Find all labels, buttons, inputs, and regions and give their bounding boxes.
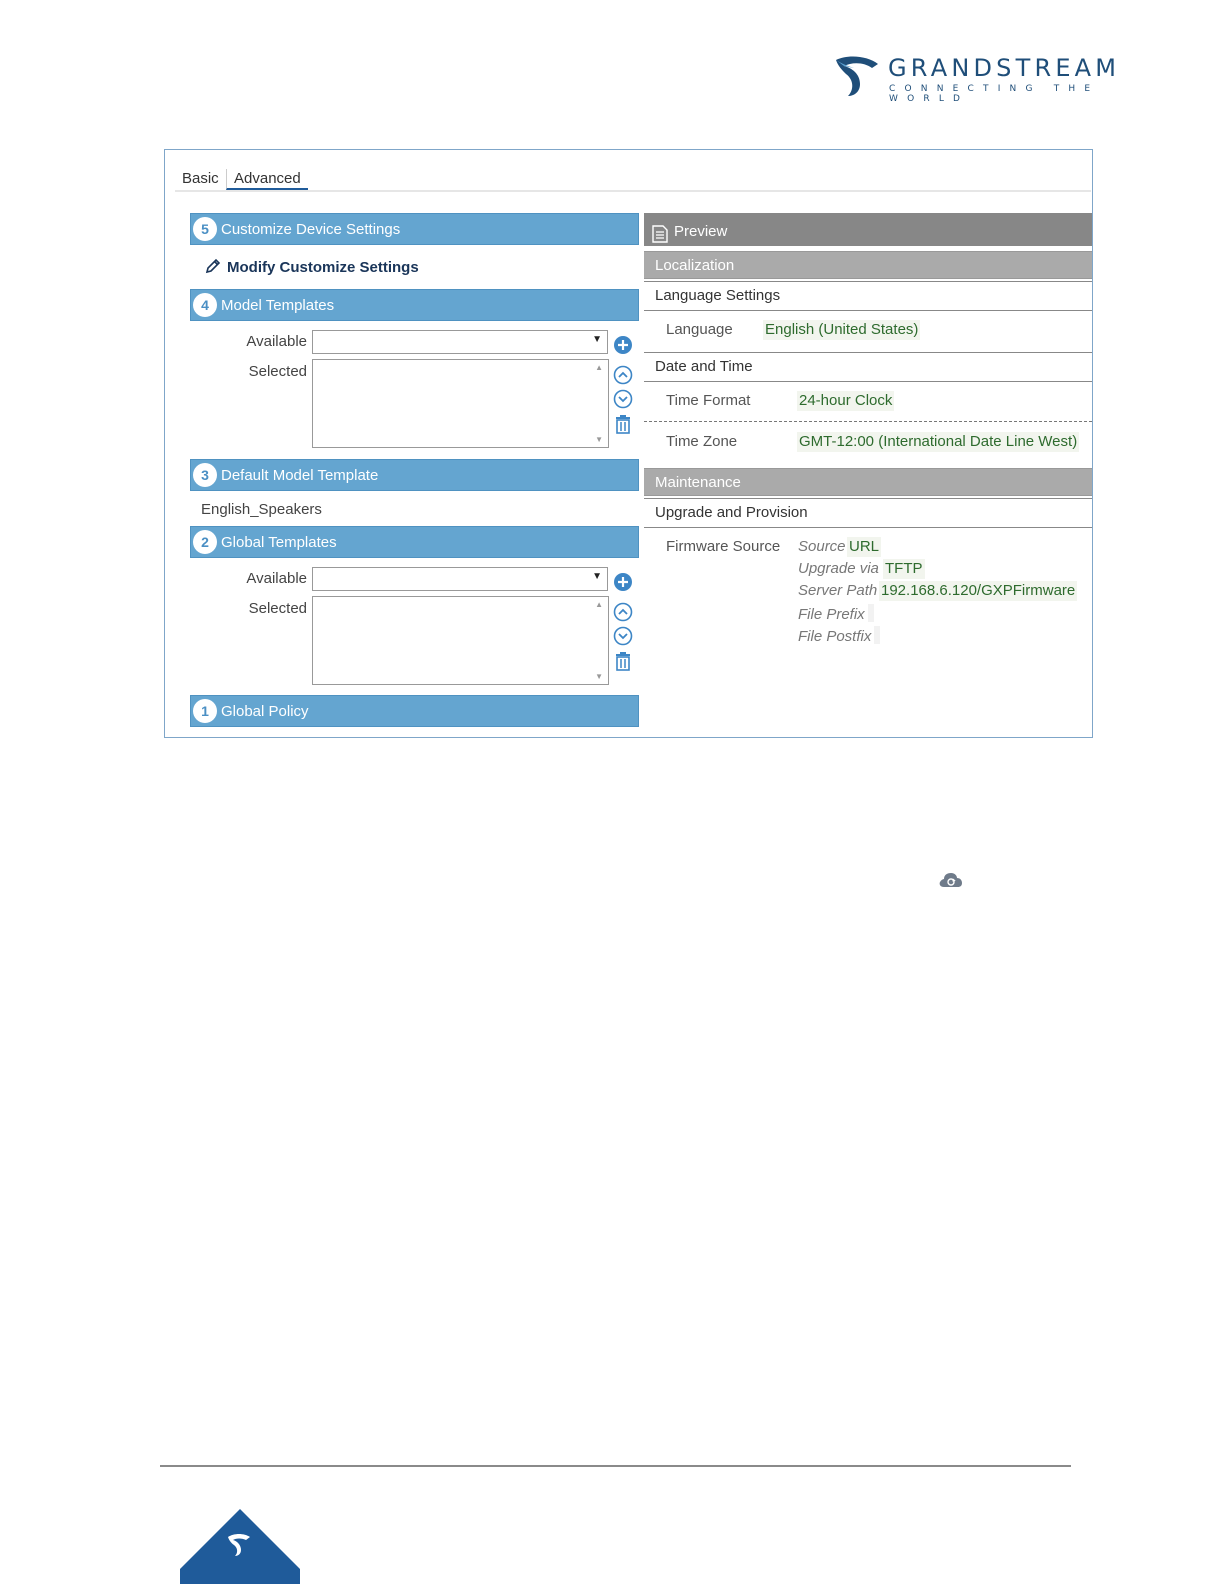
move-up-icon[interactable] [613,365,633,385]
tab-basic[interactable]: Basic [182,170,219,187]
pencil-icon [205,258,221,278]
section-title: Default Model Template [221,467,379,484]
section-number: 4 [193,293,217,317]
scroll-down-icon[interactable]: ▼ [595,435,603,444]
preview-header [644,213,1092,246]
date-time-title: Date and Time [655,358,753,375]
model-selected-listbox[interactable] [312,359,609,448]
move-up-icon[interactable] [613,602,633,622]
firmware-source-label: Firmware Source [666,538,781,555]
scroll-up-icon[interactable]: ▲ [595,363,603,372]
file-prefix-label: File Prefix [798,606,865,623]
maintenance-header [644,468,1092,496]
section-default-model-template[interactable] [190,459,639,491]
section-title: Global Templates [221,534,337,551]
localization-title: Localization [655,257,735,274]
source-value: URL [849,538,880,555]
default-model-value: English_Speakers [201,501,322,518]
section-model-templates[interactable] [190,289,639,321]
move-down-icon[interactable] [613,626,633,646]
brand-tagline: CONNECTING THE WORLD [889,84,1100,104]
language-settings-title: Language Settings [655,287,781,304]
upgrade-provision-header [644,498,1092,528]
server-path-value: 192.168.6.120/GXPFirmware [881,582,1076,599]
move-down-icon[interactable] [613,389,633,409]
localization-header [644,251,1092,279]
global-selected-listbox[interactable] [312,596,609,685]
tab-bar [175,166,1091,192]
add-icon[interactable] [613,335,633,355]
time-format-label: Time Format [666,392,751,409]
section-customize-device-settings[interactable] [190,213,639,245]
file-prefix-value [868,604,874,622]
dropdown-arrow-icon: ▼ [592,571,602,582]
source-label: Source [798,538,846,555]
footer-logo [180,1509,300,1589]
selected-label: Selected [248,363,307,380]
preview-title: Preview [674,223,728,240]
section-title: Global Policy [221,703,309,720]
file-postfix-value [874,626,880,644]
section-number: 5 [193,217,217,241]
section-number: 1 [193,699,217,723]
modify-customize-settings-link[interactable] [205,258,419,278]
footer-logo-icon [180,1509,300,1584]
upgrade-via-value: TFTP [885,560,923,577]
upgrade-provision-title: Upgrade and Provision [655,504,808,521]
upgrade-via-label: Upgrade via [798,560,879,577]
grandstream-logo [834,54,1164,104]
date-time-header [644,352,1092,382]
trash-icon[interactable] [614,651,634,671]
footer-divider [160,1465,1071,1467]
section-title: Model Templates [221,297,335,314]
maintenance-title: Maintenance [655,474,741,491]
file-postfix-label: File Postfix [798,628,872,645]
time-zone-label: Time Zone [666,433,738,450]
language-label: Language [666,321,733,338]
dropdown-arrow-icon: ▼ [592,334,602,345]
device-config-panel [164,149,1093,738]
available-label: Available [246,333,307,350]
selected-label: Selected [248,600,307,617]
global-available-select[interactable] [312,567,608,591]
time-format-value: 24-hour Clock [799,392,893,409]
brand-name: GRANDSTREAM [888,54,1121,82]
server-path-label: Server Path [798,582,878,599]
section-number: 3 [193,463,217,487]
available-label: Available [246,570,307,587]
language-settings-header [644,281,1092,311]
trash-icon[interactable] [614,414,634,434]
model-available-select[interactable] [312,330,608,354]
scroll-up-icon[interactable]: ▲ [595,600,603,609]
language-value: English (United States) [765,321,919,338]
cloud-sync-icon[interactable] [938,870,964,895]
section-title: Customize Device Settings [221,221,401,238]
tab-advanced[interactable]: Advanced [226,169,308,190]
add-icon[interactable] [613,572,633,592]
section-global-templates[interactable] [190,526,639,558]
grandstream-logo-icon [834,54,880,98]
divider [644,421,1092,422]
modify-customize-settings-label: Modify Customize Settings [227,259,419,276]
section-number: 2 [193,530,217,554]
scroll-down-icon[interactable]: ▼ [595,672,603,681]
section-global-policy[interactable] [190,695,639,727]
time-zone-value: GMT-12:00 (International Date Line West) [799,433,1078,450]
